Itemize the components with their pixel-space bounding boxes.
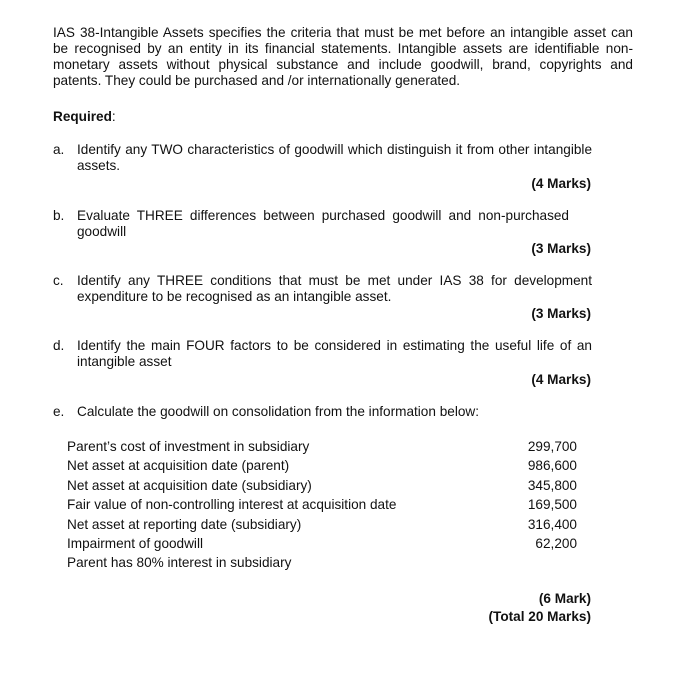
row-value: 169,500 <box>527 497 577 513</box>
question-a-marks: (4 Marks) <box>531 176 591 191</box>
row-value: 299,700 <box>527 439 577 454</box>
question-d-marks: (4 Marks) <box>531 372 591 387</box>
goodwill-data-table <box>67 439 577 575</box>
question-b-marks: (3 Marks) <box>531 241 591 256</box>
table-row <box>67 555 577 574</box>
total-marks: (Total 20 Marks) <box>488 609 591 624</box>
table-row <box>67 497 577 516</box>
table-row <box>67 478 577 497</box>
row-label: Net asset at acquisition date (subsidiary) <box>67 477 312 493</box>
row-value: 62,200 <box>535 535 577 551</box>
final-marks <box>489 590 591 626</box>
question-text: Evaluate THREE differences between purchased goodwill and non-purchased goodwill <box>77 208 569 239</box>
row-value: 345,800 <box>527 477 577 493</box>
question-e-marks: (6 Mark) <box>538 591 591 606</box>
question-text: Identify any THREE conditions that must be met under IAS 38 for development expenditure to be recognised as an intangible asset. <box>77 273 592 304</box>
question-text: Identify the main FOUR factors to be considered in estimating the useful life of an intangible asset <box>77 338 592 369</box>
row-label: Parent has 80% interest in subsidiary <box>67 555 292 571</box>
row-label: Parent’s cost of investment in subsidiary <box>67 439 310 454</box>
question-letter: c. <box>53 273 64 288</box>
row-label: Impairment of goodwill <box>67 535 203 551</box>
question-d <box>53 338 592 370</box>
row-value: 986,600 <box>527 458 577 474</box>
question-letter: b. <box>53 208 65 223</box>
table-row <box>67 536 577 555</box>
table-row <box>67 439 577 458</box>
question-letter: a. <box>53 142 65 157</box>
question-text: Calculate the goodwill on consolidation from the information below: <box>77 404 479 419</box>
question-a <box>53 142 592 174</box>
question-c <box>53 273 592 305</box>
required-label: Required <box>53 109 112 124</box>
row-label: Net asset at acquisition date (parent) <box>67 458 290 474</box>
question-letter: e. <box>53 404 65 419</box>
question-text: Identify any TWO characteristics of goodwill which distinguish it from other intangible assets. <box>77 142 592 173</box>
table-row <box>67 517 577 536</box>
required-colon: : <box>111 109 116 124</box>
table-row <box>67 458 577 477</box>
row-value: 316,400 <box>527 516 577 532</box>
question-letter: d. <box>53 338 65 353</box>
question-e <box>53 404 592 420</box>
row-label: Fair value of non-controlling interest at acquisition date <box>67 497 397 513</box>
row-label: Net asset at reporting date (subsidiary) <box>67 516 302 532</box>
intro-paragraph: IAS 38-Intangible Assets specifies the criteria that must be met before an intangible asset can be recognised by an entity in its financial statements. Intangible assets are identifiable non- monetary assets without physical substance and include goodwill, brand, copyrights and patents. They could be purchased and /or internationally generated. <box>53 25 633 88</box>
question-c-marks: (3 Marks) <box>531 306 591 321</box>
question-b <box>53 208 592 240</box>
required-heading <box>53 109 116 125</box>
